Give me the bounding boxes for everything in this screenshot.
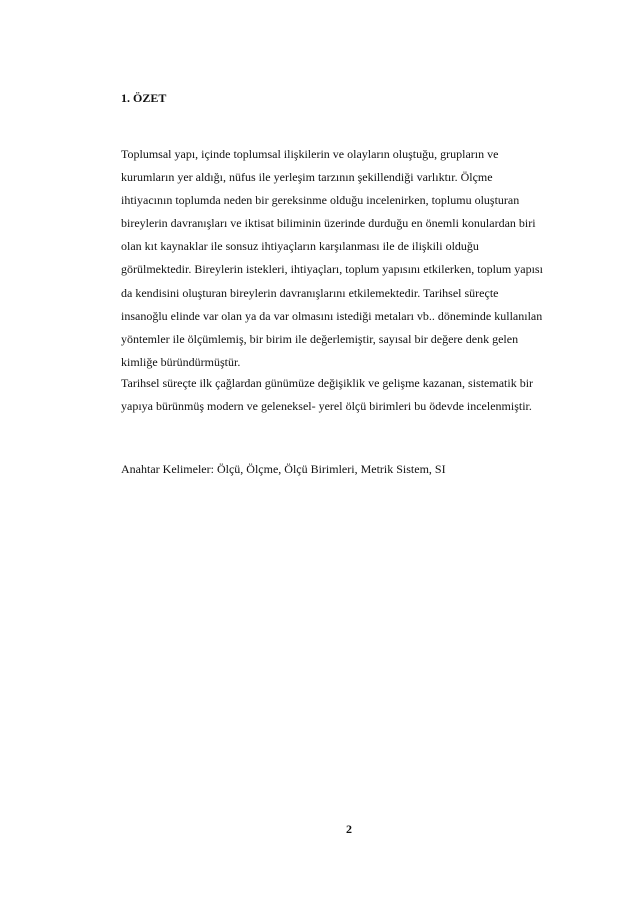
text-line: olan kıt kaynaklar ile sonsuz ihtiyaçların karşılanması ile de ilişkili olduğu	[121, 239, 479, 254]
text-line: bireylerin davranışları ve iktisat biliminin üzerinde durduğu en önemli konulardan biri	[121, 216, 536, 231]
page-number: 2	[346, 822, 352, 836]
summary-paragraph-1	[121, 143, 561, 374]
text-line: insanoğlu elinde var olan ya da var olmasını istediği metaları vb.. döneminde kullanılan	[121, 308, 543, 323]
text-line: yöntemler ile ölçümlemiş, bir birim ile değerlemiştir, sayısal bir değere denk gelen	[121, 331, 519, 346]
text-line: kurumların yer aldığı, nüfus ile yerleşim tarzının şekillendiği varlıktır. Ölçme	[121, 170, 493, 185]
keywords-line: Anahtar Kelimeler: Ölçü, Ölçme, Ölçü Birimleri, Metrik Sistem, SI	[121, 462, 446, 476]
section-heading: 1. ÖZET	[121, 91, 167, 105]
summary-paragraph-2	[121, 372, 561, 418]
text-line: ihtiyacının toplumda neden bir gereksinme olduğu incelenirken, toplumu oluşturan	[121, 193, 520, 208]
text-line: kimliğe büründürmüştür.	[121, 354, 241, 369]
text-line: Toplumsal yapı, içinde toplumsal ilişkilerin ve olayların oluştuğu, grupların ve	[121, 147, 499, 161]
text-line: görülmektedir. Bireylerin istekleri, ihtiyaçları, toplum yapısını etkilerken, toplum yapısı	[121, 262, 543, 277]
text-line: da kendisini oluşturan bireylerin davranışlarını etkilemektedir. Tarihsel süreçte	[121, 285, 499, 300]
text-line: Tarihsel süreçte ilk çağlardan günümüze değişiklik ve gelişme kazanan, sistematik bir	[121, 376, 534, 390]
text-line: yapıya bürünmüş modern ve geleneksel- yerel ölçü birimleri bu ödevde incelenmiştir.	[121, 399, 532, 414]
